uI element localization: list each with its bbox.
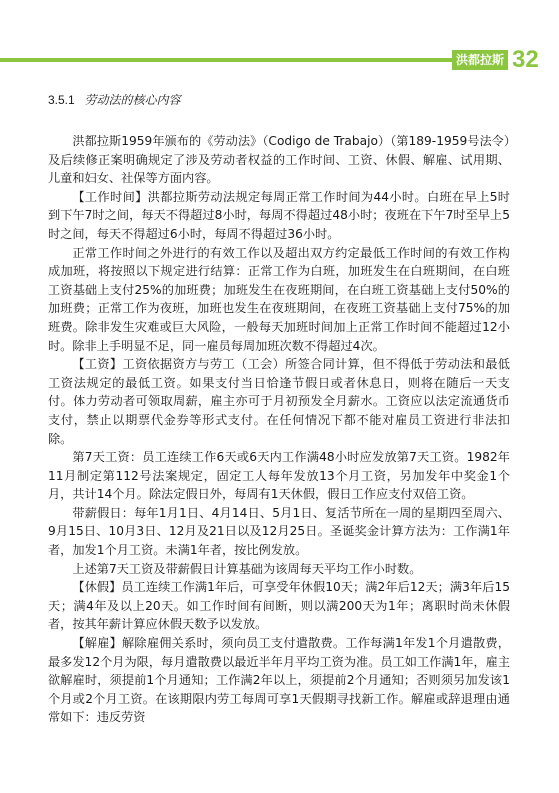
paragraph-working-hours: 【工作时间】洪都拉斯劳动法规定每周正常工作时间为44小时。白班在早上5时到下午7时之间，每天不得超过8小时，每周不得超过48小时；夜班在下午7时至早上5时之间，每天不得超过6小时，每周不得超过36小时。 [48, 189, 510, 241]
header-rule [0, 58, 452, 62]
paragraph-dismissal: 【解雇】解除雇佣关系时，须向员工支付遣散费。工作每满1年发1个月遣散费，最多发12个月为限，每月遣散费以最近半年月平均工资为准。员工如工作满1年，雇主欲解雇时，须提前1个月通知；工作满2年以上，须提前2个月通知；否则须另加发该1个月或2个月工资。在该期限内劳工每周可享1天假期寻找新工作。解雇或辞退理由通常如下：违反劳资 [48, 636, 511, 725]
chapter-tab: 洪都拉斯 [452, 50, 508, 70]
body-text [48, 132, 510, 727]
paragraph-wages: 【工资】工资依据资方与劳工（工会）所签合同计算，但不得低于劳动法和最低工资法规定的最低工资。如果支付当日恰逢节假日或者休息日，则将在随后一天支付。体力劳动者可领取周薪，雇主亦可于月初预发全月薪水。工资应以法定流通货币支付，禁止以期票代金券等形式支付。在任何情况下都不能对雇员工资进行非法扣除。 [48, 357, 510, 446]
paragraph-leave: 【休假】员工连续工作满1年后，可享受年休假10天；满2年后12天；满3年后15天；满4年及以上20天。如工作时间有间断，则以满200天为1年；离职时尚未休假者，按其年薪计算应休假天数予以发放。 [48, 580, 510, 632]
section-title: 劳动法的核心内容 [84, 93, 181, 107]
paragraph-overtime: 正常工作时间之外进行的有效工作以及超出双方约定最低工作时间的有效工作构成加班，将按照以下规定进行结算：正常工作为白班，加班发生在白班期间，在白班工资基础上支付25%的加班费；加班发生在夜班期间，在白班工资基础上支付50%的加班费；正常工作为夜班，加班也发生在夜班期间，在夜班工资基础上支付75%的加班费。除非发生灾难或巨大风险，一般每天加班时间加上正常工作时间不能超过12小时。除非上手明显不足，同一雇员每周加班次数不得超过4次。 [48, 245, 510, 353]
paragraph-calculation-basis: 上述第7天工资及带薪假日计算基础为该周每天平均工作小时数。 [72, 561, 422, 576]
paragraph-intro: 洪都拉斯1959年颁布的《劳动法》（Codigo de Trabajo）（第189-1959号法令）及后续修正案明确规定了涉及劳动者权益的工作时间、工资、休假、解雇、试用期、儿童和妇女、社保等方面内容。 [48, 134, 510, 186]
paragraph-seventh-day-pay: 第7天工资：员工连续工作6天或6天内工作满48小时应发放第7天工资。1982年11月制定第112号法案规定，固定工人每年发放13个月工资，另加发年中奖金1个月，共计14个月。除法定假日外，每周有1天休假，假日工作应支付双倍工资。 [48, 450, 510, 502]
page-number: 32 [512, 46, 539, 73]
page-header [0, 46, 559, 86]
section-heading [48, 91, 181, 108]
paragraph-paid-holidays: 带薪假日：每年1月1日、4月14日、5月1日、复活节所在一周的星期四至周六、9月15日、10月3日、12月及21日以及12月25日。圣诞奖金计算方法为：工作满1年者，加发1个月工资。未满1年者，按比例发放。 [48, 505, 510, 558]
section-number: 3.5.1 [48, 93, 75, 107]
